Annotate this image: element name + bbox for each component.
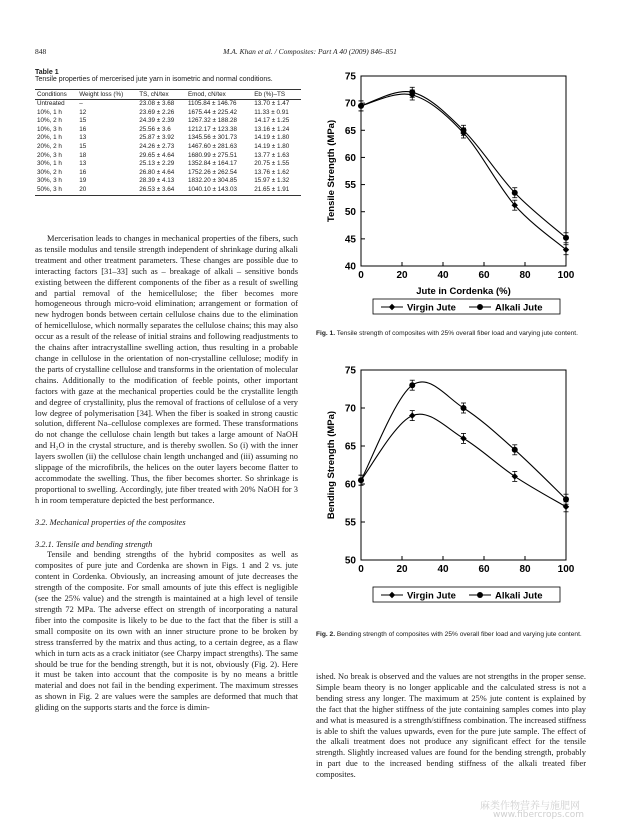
x-tick-label: 60 xyxy=(478,564,490,575)
table-cell: Untreated xyxy=(37,100,65,107)
table-cell: 1352.84 ± 164.17 xyxy=(187,160,237,168)
figure-1 xyxy=(316,66,586,328)
tensile-strength-chart xyxy=(316,66,586,328)
legend-label: Alkali Jute xyxy=(495,302,543,314)
table-header-cell: Weight loss (%) xyxy=(77,90,137,100)
data-point xyxy=(563,496,569,502)
data-point xyxy=(461,405,467,411)
table-1 xyxy=(35,69,301,196)
figure-2-caption xyxy=(316,631,584,639)
legend-label: Virgin Jute xyxy=(407,302,456,314)
y-tick-label: 55 xyxy=(344,180,356,192)
series-line xyxy=(361,92,566,238)
legend-marker xyxy=(477,304,483,310)
bending-strength-chart xyxy=(316,360,586,622)
properties-table xyxy=(35,89,301,196)
table-cell: 24.26 ± 2.73 xyxy=(139,142,175,150)
legend-marker xyxy=(477,592,483,598)
table-row xyxy=(35,134,301,143)
x-tick-label: 40 xyxy=(437,270,449,281)
x-tick-label: 100 xyxy=(557,270,575,281)
figure-1-text: Tensile strength of composites with 25% overall fiber load and varying jute content. xyxy=(336,330,578,337)
table-cell: 13 xyxy=(79,134,87,142)
table-cell: 1832.20 ± 304.85 xyxy=(187,177,237,185)
table-cell: 10%, 2 h xyxy=(37,117,62,125)
table-cell: 20%, 2 h xyxy=(37,142,62,150)
x-tick-label: 0 xyxy=(358,270,364,281)
table-header-cell: Emod, cN/tex xyxy=(186,90,252,100)
running-head: M.A. Khan et al. / Composites: Part A 40 (2009) 846–851 xyxy=(223,47,397,56)
table-row xyxy=(35,177,301,186)
y-axis-label: Bending Strength (MPa) xyxy=(326,410,337,520)
data-point xyxy=(409,412,415,418)
y-tick-label: 60 xyxy=(344,152,356,164)
y-tick-label: 70 xyxy=(344,403,356,415)
table-cell: 26.80 ± 4.64 xyxy=(139,168,175,176)
table-cell: 10%, 3 h xyxy=(37,125,62,133)
table-row xyxy=(35,143,301,152)
table-row xyxy=(35,117,301,126)
table-cell: 23.69 ± 2.26 xyxy=(139,108,175,116)
table-cell: 13.77 ± 1.63 xyxy=(254,151,290,159)
table-cell: 25.87 ± 3.92 xyxy=(139,134,175,142)
data-point xyxy=(563,235,569,241)
legend-label: Alkali Jute xyxy=(495,590,543,602)
table-cell: 30%, 1 h xyxy=(37,160,62,168)
table-cell: 20%, 1 h xyxy=(37,134,62,142)
table-cell: 11.33 ± 0.91 xyxy=(254,108,289,116)
y-tick-label: 50 xyxy=(344,207,356,219)
y-axis-label: Tensile Strength (MPa) xyxy=(326,119,337,223)
table-cell: 23.08 ± 3.68 xyxy=(139,100,175,107)
watermark-line-2: www.fibercrops.com xyxy=(493,810,584,820)
table-cell: 1467.60 ± 281.63 xyxy=(187,142,237,150)
table-cell: 16 xyxy=(79,125,87,133)
y-tick-label: 75 xyxy=(344,71,356,83)
table-cell: 20 xyxy=(77,186,137,195)
table-cell: 1212.17 ± 123.38 xyxy=(187,125,237,133)
figure-2 xyxy=(316,360,586,622)
section-title: 3.2. Mechanical properties of the composites xyxy=(35,517,186,527)
table-cell: 15 xyxy=(79,142,87,150)
table-row xyxy=(35,152,301,161)
x-tick-label: 20 xyxy=(396,270,408,281)
table-cell: 30%, 3 h xyxy=(37,177,62,185)
table-header-cell: Conditions xyxy=(35,90,77,100)
table-cell: 18 xyxy=(79,151,87,159)
figure-1-label: Fig. 1. xyxy=(316,330,336,337)
table-cell: – xyxy=(79,100,83,107)
y-tick-label: 70 xyxy=(344,98,356,110)
table-cell: 1267.32 ± 188.28 xyxy=(187,117,237,125)
table-cell: 1040.10 ± 143.03 xyxy=(186,186,252,195)
legend-label: Virgin Jute xyxy=(407,590,456,602)
table-cell: 25.56 ± 3.6 xyxy=(139,125,171,133)
table-cell: 14.19 ± 1.80 xyxy=(254,142,290,150)
table-cell: 15 xyxy=(79,117,87,125)
y-tick-label: 65 xyxy=(344,441,356,453)
x-tick-label: 0 xyxy=(358,564,364,575)
data-point xyxy=(358,477,364,483)
y-tick-label: 60 xyxy=(344,479,356,491)
table-cell: 26.53 ± 3.64 xyxy=(137,186,186,195)
table-cell: 13.70 ± 1.47 xyxy=(254,100,290,107)
x-tick-label: 60 xyxy=(478,270,490,281)
table-cell: 1345.56 ± 301.73 xyxy=(187,134,237,142)
table-cell: 12 xyxy=(79,108,87,116)
table-row xyxy=(35,169,301,178)
table-cell: 29.65 ± 4.64 xyxy=(139,151,175,159)
data-point xyxy=(461,127,467,133)
series-line xyxy=(361,94,566,250)
x-tick-label: 80 xyxy=(519,564,531,575)
page-number: 848 xyxy=(35,47,47,56)
table-row xyxy=(35,160,301,169)
paragraph-continued: ished. No break is observed and the values are not strengths in the proper sense. Simple beam theory is no longer applicable and the calculated stress is not a bending stress any longer. The maximum at 25% jute content is explained by the fact that the higher stiffness of the jute containing samples comes into play and what is measured is a strength/stiffness combination. The increased stiffness is able to shift the values upwards, even for the pure jute sample. The effect of the alkali treatment does not produce any significant effect for the tensile strength. Slightly increased values are found for the bending strength, probably in part due to the increased bending stiffness of the alkali treated fiber composites. xyxy=(316,672,586,780)
table-cell: 1680.99 ± 275.51 xyxy=(187,151,237,159)
x-tick-label: 100 xyxy=(557,564,575,575)
table-cell: 14.19 ± 1.80 xyxy=(254,134,290,142)
paragraph-tensile-bending: Tensile and bending strengths of the hybrid composites as well as composites of pure jute and Cordenka are shown in Figs. 1 and 2 vs. jute content in Cordenka. Obviously, an increasing amount of jute decreases the strength of the composite. For small amounts of jute this effect is negligible (see the 25% value) and the strength is maintained at a high level of tensile strength 72 MPa. The adverse effect on strength of incorporating a natural fiber into the composite is likely to be due to the fact that the fiber is still a small composite on its own with an inner structure prone to be broken by stress transferred by the matrix and thus acting, to a certain degree, as a flaw which in turn acts as a crack initiator (see Charpy impact strengths). The same should be true for the bending strength, but it is not, obviously (Fig. 2). Here it must be taken into account that the composite is by no means a brittle material and does not fail in the bending experiment. The maximum stresses as shown in Fig. 2 are values were the samples are deformed that much that gliding on the supports starts and the force is dimin- xyxy=(35,550,298,713)
table-cell: 28.39 ± 4.13 xyxy=(139,177,175,185)
table-cell: 13.76 ± 1.62 xyxy=(254,168,290,176)
table-cell: 21.65 ± 1.91 xyxy=(252,186,301,195)
table-row xyxy=(35,100,301,109)
table-header-cell: TS, cN/tex xyxy=(137,90,186,100)
table-cell: 1752.26 ± 262.54 xyxy=(187,168,237,176)
data-point xyxy=(512,473,518,479)
y-tick-label: 55 xyxy=(344,517,356,529)
table-caption: Tensile properties of mercerised jute yarn in isometric and normal conditions. xyxy=(35,76,273,83)
y-tick-label: 65 xyxy=(344,125,356,137)
table-cell: 24.39 ± 2.39 xyxy=(139,117,175,125)
watermark-line-1: 麻类作物营养与施肥网 xyxy=(480,801,580,812)
table-header-cell: Eb (%)–TS xyxy=(252,90,301,100)
subsection-title: 3.2.1. Tensile and bending strength xyxy=(35,539,153,549)
figure-1-caption xyxy=(316,330,584,338)
table-cell: 16 xyxy=(79,168,87,176)
figure-2-text: Bending strength of composites with 25% overall fiber load and varying jute content. xyxy=(336,631,582,638)
data-point xyxy=(460,435,466,441)
table-cell: 30%, 2 h xyxy=(37,168,62,176)
table-row xyxy=(35,126,301,135)
x-tick-label: 80 xyxy=(519,270,531,281)
left-column xyxy=(35,234,298,714)
series-line xyxy=(361,414,566,507)
data-point xyxy=(409,382,415,388)
data-point xyxy=(409,89,415,95)
table-cell: 15.97 ± 1.32 xyxy=(254,177,290,185)
table-label: Table 1 xyxy=(35,69,59,76)
data-point xyxy=(512,190,518,196)
plot-frame xyxy=(361,370,566,560)
y-tick-label: 75 xyxy=(344,365,356,377)
table-row xyxy=(35,186,301,195)
x-tick-label: 40 xyxy=(437,564,449,575)
y-tick-label: 45 xyxy=(344,234,356,246)
x-tick-label: 20 xyxy=(396,564,408,575)
plot-frame xyxy=(361,76,566,266)
x-axis-label: Jute in Cordenka (%) xyxy=(416,286,511,297)
table-cell: 13.16 ± 1.24 xyxy=(254,125,290,133)
table-cell: 19 xyxy=(79,177,87,185)
table-cell: 1675.44 ± 225.42 xyxy=(187,108,237,116)
table-row xyxy=(35,109,301,118)
figure-2-label: Fig. 2. xyxy=(316,631,336,638)
table-cell: 1105.84 ± 146.76 xyxy=(187,100,237,107)
table-cell: 20%, 3 h xyxy=(37,151,62,159)
y-tick-label: 50 xyxy=(344,555,356,567)
table-cell: 20.75 ± 1.55 xyxy=(254,160,290,168)
table-cell: 10%, 1 h xyxy=(37,108,62,116)
right-column xyxy=(316,672,586,781)
paragraph-mercerisation: Mercerisation leads to changes in mechanical properties of the fibers, such as tensile modulus and tensile strength independent of shrinkage during alkali treatment and other treatment parameters. These changes are possible due to interacting factors [31–33] such as – breakage of alkali – sensitive bonds existing between the different components of the fiber as a result of swelling and partial removal of the hemicellulose; the fiber becomes more homogeneous through micro-void elimination; arrangement or formation of new hydrogen bonds between certain cellulose chains due to the elimination of hemicellulose, which normally separates the cellulose chains; this may also occur as a result of the release of initial strains and following readjustments to the chains after intracrystalline swelling action, thus resulting in a probable change in cellulose in the orientation of non-crystalline cellulose; modify in the parts of crystalline cellulose and transforms in the orientation of molecular chains. Additionally to the modification of feeble points, other important factors with gaze at the mechanical properties could be the crystallite length and degree of crystallinity, plus the removal of fractions of cellulose of a very low degree of polymerisation [34]. When the fiber is soaked in strong caustic solution, different Na–cellulose complexes are formed. These transformations do not change the cellulose chain length but takes a large amount of NaOH and H₂O in the crystal structure, and is thereby swollen. So (i) with the inner layers swollen (ii) the cellulose chain length unchanged and (iii) assuming no slippage of the microfibrils, the helices on the outer layers become flatter to accommodate the swelling. Thus, the fiber becomes shorter. So shrinkage is proportional to swelling. Accordingly, jute fiber treated with 20% NaOH for 3 h in room temperature depicted the best performance. xyxy=(35,234,298,505)
table-cell: 14.17 ± 1.25 xyxy=(254,117,290,125)
data-point xyxy=(358,103,364,109)
table-cell: 13 xyxy=(79,160,87,168)
table-cell: 25.13 ± 2.29 xyxy=(139,160,175,168)
table-cell: 50%, 3 h xyxy=(35,186,77,195)
data-point xyxy=(512,447,518,453)
y-tick-label: 40 xyxy=(344,261,356,273)
